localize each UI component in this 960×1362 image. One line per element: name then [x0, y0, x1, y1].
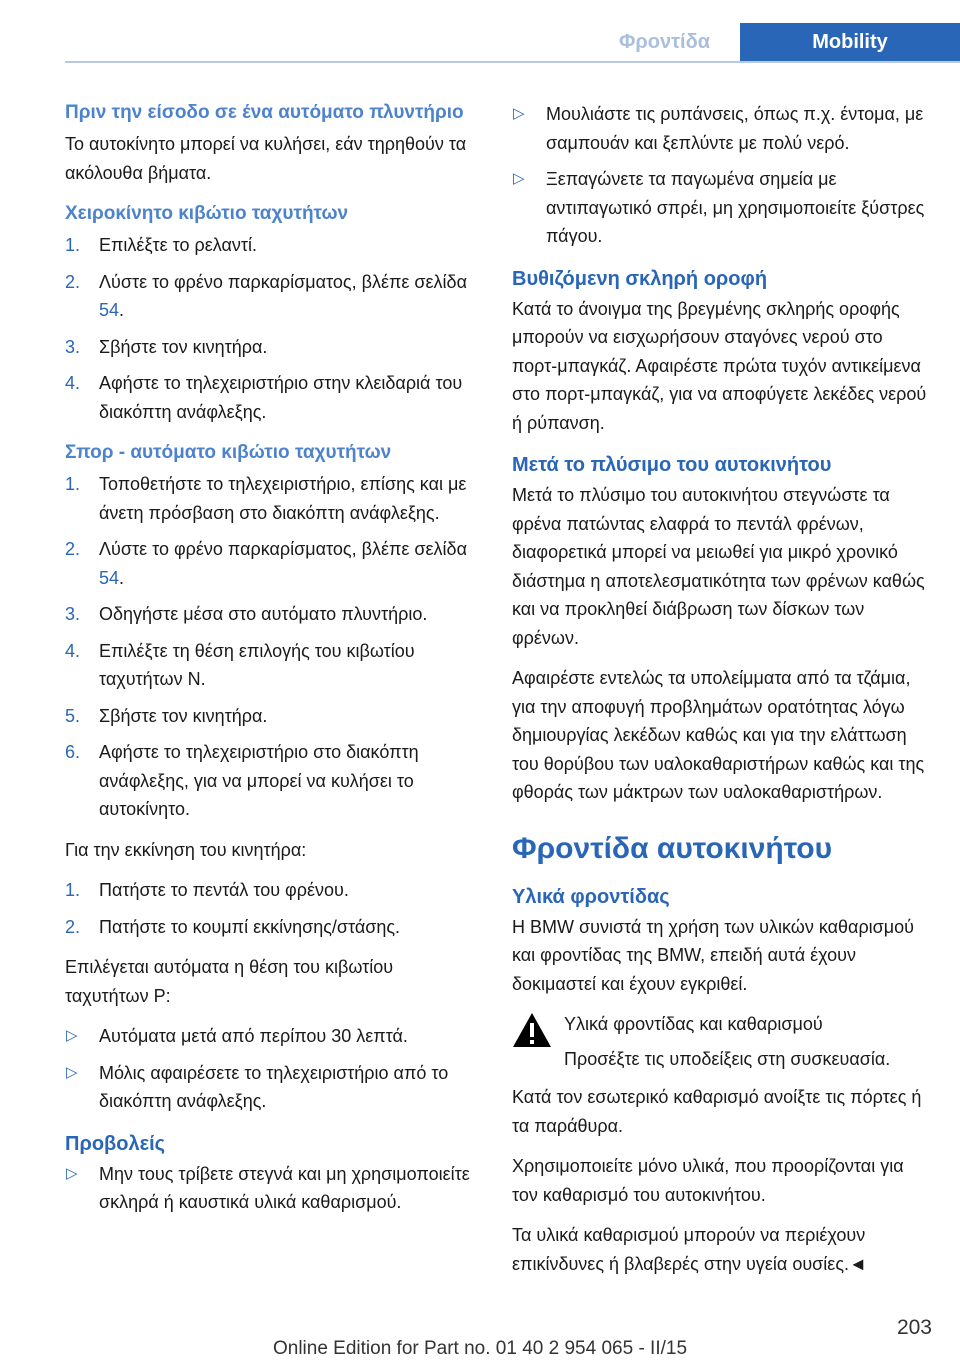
- engine-start-intro: Για την εκκίνηση του κινητήρα:: [65, 839, 307, 860]
- manual-gearbox-heading: Χειροκίνητο κιβώτιο ταχυτήτων: [65, 203, 349, 224]
- list-item: 1. Τοποθετήστε το τηλεχειριστήριο, επίσης και με άνετη πρόσβαση στο διακόπτη ανάφλεξης.: [65, 474, 467, 523]
- engine-start-steps-list: [65, 876, 480, 941]
- bullet-triangle-icon: [66, 1022, 78, 1051]
- auto-park-bullets: [65, 1022, 480, 1116]
- bullet-triangle-icon: [513, 100, 525, 129]
- page-header: [0, 23, 960, 61]
- bullet-triangle-icon: [66, 1160, 78, 1189]
- list-item: 1. Επιλέξτε το ρελαντί.: [65, 235, 258, 255]
- vehicle-care-heading: Φροντίδα αυτοκινήτου: [512, 831, 833, 865]
- page-footer: Online Edition for Part no. 01 40 2 954 065 - II/15: [272, 1338, 688, 1359]
- page-link[interactable]: 54: [99, 300, 120, 320]
- use-products-paragraph: Χρησιμοποιείτε μόνο υλικά, που προορίζονται για τον καθαρισμό του αυτοκινήτου.: [512, 1156, 904, 1205]
- header-section-title: Φροντίδα: [618, 31, 710, 53]
- after-wash-paragraph-1: Μετά το πλύσιμο του αυτοκινήτου στεγνώστε τα φρένα πατώντας ελαφρά το πεντάλ φρένων, διαφορετικά μπορεί να μειωθεί για μικρό χρονικό διάστημα η αποτελεσματικότητα των φρένων καθώς και να προκληθεί διάβρωση των δίσκων των φρένων.: [512, 485, 925, 648]
- list-item: ▷ Αυτόματα μετά από περίπου 30 λεπτά.: [65, 1022, 480, 1051]
- warning-title: Υλικά φροντίδας και καθαρισμού: [564, 1014, 823, 1034]
- list-item: 2. Λύστε το φρένο παρκαρίσματος, βλέπε σελίδα 54.: [65, 539, 467, 588]
- list-item: 3. Σβήστε τον κινητήρα.: [65, 336, 268, 357]
- list-item: ▷ Μόλις αφαιρέσετε το τηλεχειριστήριο από το διακόπτη ανάφλεξης.: [65, 1059, 480, 1116]
- carwash-intro: Το αυτοκίνητο μπορεί να κυλήσει, εάν τηρηθούν τα ακόλουθα βήματα.: [65, 134, 467, 183]
- list-item: 4. Αφήστε το τηλεχειριστήριο στην κλειδαριά του διακόπτη ανάφλεξης.: [65, 373, 463, 422]
- care-products-heading: Υλικά φροντίδας: [512, 885, 670, 908]
- hardtop-heading: Βυθιζόμενη σκληρή οροφή: [512, 267, 768, 290]
- header-rule: [65, 61, 960, 63]
- page-link[interactable]: 54: [99, 567, 120, 588]
- left-column: [65, 100, 480, 1229]
- list-item: 4. Επιλέξτε τη θέση επιλογής του κιβωτίου ταχυτήτων N.: [65, 640, 415, 689]
- list-item: ▷ Μην τους τρίβετε στεγνά και μη χρησιμοποιείτε σκληρά ή καυστικά υλικά καθαρισμού.: [65, 1160, 480, 1217]
- auto-park-paragraph: Επιλέγεται αυτόματα η θέση του κιβωτίου ταχυτήτων P:: [65, 957, 394, 1006]
- after-wash-heading: Μετά το πλύσιμο του αυτοκινήτου: [512, 454, 832, 476]
- list-item: 2. Λύστε το φρένο παρκαρίσματος, βλέπε σελίδα 54.: [65, 271, 467, 320]
- list-item: 6. Αφήστε το τηλεχειριστήριο στο διακόπτη ανάφλεξης, για να μπορεί να κυλήσει το αυτοκίνητο.: [65, 742, 419, 819]
- list-item: 3. Οδηγήστε μέσα στο αυτόματο πλυντήριο.: [65, 604, 428, 624]
- cleaning-bullets: [512, 100, 932, 251]
- hazard-paragraph: Τα υλικά καθαρισμού μπορούν να περιέχουν επικίνδυνες ή βλαβερές στην υγεία ουσίες.◄: [512, 1225, 867, 1274]
- ventilate-paragraph: Κατά τον εσωτερικό καθαρισμό ανοίξτε τις πόρτες ή τα παράθυρα.: [512, 1087, 922, 1136]
- bullet-triangle-icon: [66, 1059, 78, 1088]
- page-number: 203: [896, 1316, 932, 1339]
- headlights-heading: Προβολείς: [65, 1132, 166, 1155]
- warning-notice: [512, 1010, 932, 1073]
- bullet-triangle-icon: [513, 165, 525, 194]
- sport-gearbox-heading: Σπορ - αυτόματο κιβώτιο ταχυτήτων: [65, 442, 392, 463]
- list-item: 5. Σβήστε τον κινητήρα.: [65, 705, 268, 726]
- warning-triangle-icon: [512, 1012, 552, 1048]
- manual-steps-list: [65, 231, 480, 426]
- headlights-bullets: [65, 1160, 480, 1217]
- sport-steps-list: [65, 470, 480, 824]
- right-column: [512, 100, 932, 1290]
- list-item: 1. Πατήστε το πεντάλ του φρένου.: [65, 880, 349, 900]
- list-item: 2. Πατήστε το κουμπί εκκίνησης/στάσης.: [65, 916, 401, 937]
- header-chapter-tab: Mobility: [740, 23, 960, 61]
- hardtop-paragraph: Κατά το άνοιγμα της βρεγμένης σκληρής οροφής μπορούν να εισχωρήσουν σταγόνες νερού στο πορτ-μπαγκάζ. Αφαιρέστε πρώτα τυχόν αντικείμενα στο πορτ-μπαγκάζ, για να αποφύγετε λεκέδες νερού ή ρύπανση.: [512, 298, 927, 433]
- warning-text: Προσέξτε τις υποδείξεις στη συσκευασία.: [564, 1048, 891, 1069]
- carwash-heading: Πριν την είσοδο σε ένα αυτόματο πλυντήριο: [65, 102, 464, 123]
- after-wash-paragraph-2: Αφαιρέστε εντελώς τα υπολείμματα από τα τζάμια, για την αποφυγή προβλημάτων ορατότητας λόγω δημιουργίας λεκέδων καθώς και για την ελάττωση του θορύβου των υαλοκαθαριστήρων καθώς και της φθοράς των μάκτρων των υαλοκαθαριστήρων.: [512, 668, 925, 802]
- list-item: ▷ Μουλιάστε τις ρυπάνσεις, όπως π.χ. έντομα, με σαμπουάν και ξεπλύντε με πολύ νερό.: [512, 100, 932, 157]
- care-products-paragraph: Η BMW συνιστά τη χρήση των υλικών καθαρισμού και φροντίδας της BMW, επειδή αυτά έχουν δοκιμαστεί και έχουν εγκριθεί.: [512, 916, 915, 994]
- list-item: ▷ Ξεπαγώνετε τα παγωμένα σημεία με αντιπαγωτικό σπρέι, μη χρησιμοποιείτε ξύστρες πάγου.: [512, 165, 932, 251]
